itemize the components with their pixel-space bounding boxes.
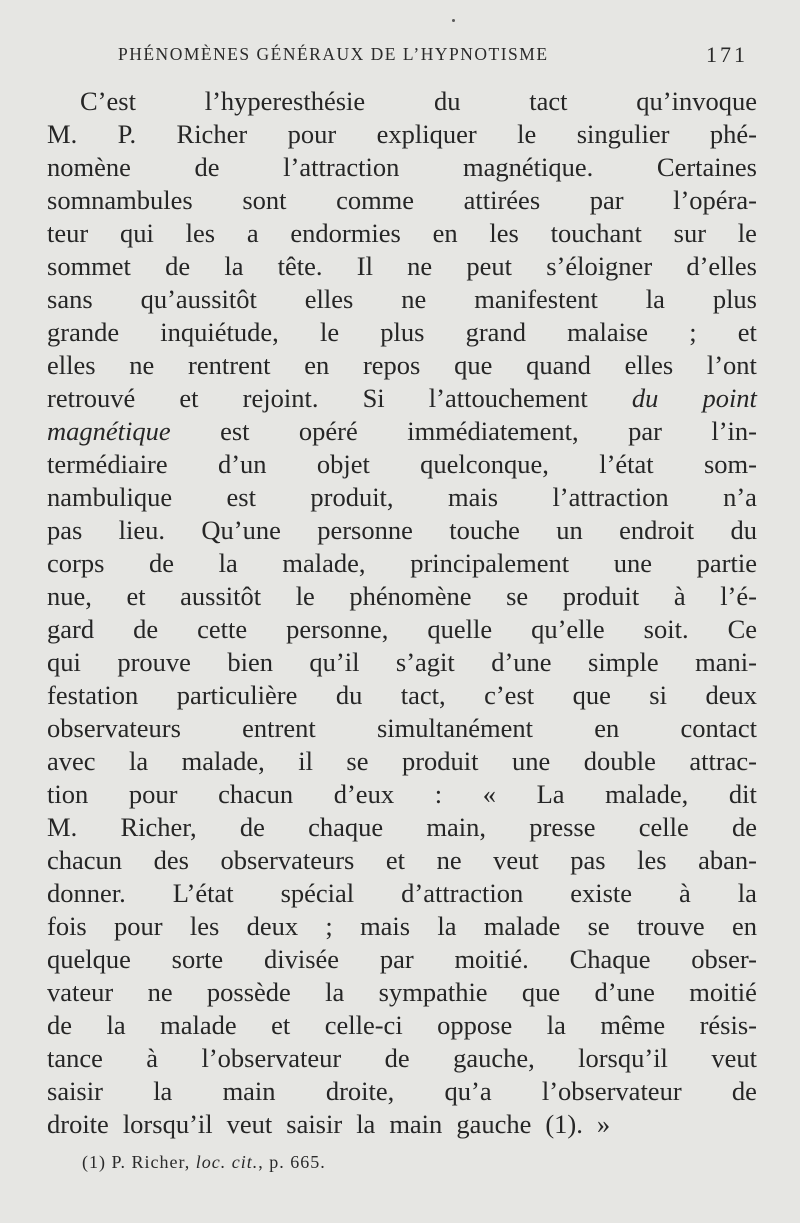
page-number: 171 [706, 42, 748, 67]
text-line: donner. L’état spécial d’attraction existe à la [47, 878, 757, 908]
text-line: saisir la main droite, qu’a l’observateur de [47, 1076, 757, 1106]
italic-term: du [631, 383, 659, 413]
text-line: somnambules sont comme attirées par l’opéra- [47, 185, 757, 215]
italic-term: magnétique [47, 416, 171, 446]
text-line: avec la malade, il se produit une double attrac- [47, 746, 757, 776]
text-line: termédiaire d’un objet quelconque, l’état som- [47, 449, 757, 479]
text-line: retrouvé et rejoint. Si l’attouchement du point [47, 383, 757, 413]
text-line: sommet de la tête. Il ne peut s’éloigner d’elles [47, 251, 757, 281]
text-line: nue, et aussitôt le phénomène se produit à l’é- [47, 581, 757, 611]
print-speck [452, 19, 455, 22]
text-line: nambulique est produit, mais l’attraction n’a [47, 482, 757, 512]
text-line: nomène de l’attraction magnétique. Certaines [47, 152, 757, 182]
text-line: magnétique est opéré immédiatement, par l’in- [47, 416, 757, 446]
text-line: tance à l’observateur de gauche, lorsqu’il veut [47, 1043, 757, 1073]
text-line: de la malade et celle-ci oppose la même résis- [47, 1010, 757, 1040]
text-line: gard de cette personne, quelle qu’elle soit. Ce [47, 614, 757, 644]
text-line: corps de la malade, principalement une partie [47, 548, 757, 578]
text-line: festation particulière du tact, c’est que si deux [47, 680, 757, 710]
text-line: sans qu’aussitôt elles ne manifestent la plus [47, 284, 757, 314]
italic-term: point [702, 383, 757, 413]
footnote-source: loc. cit. [195, 1152, 259, 1172]
text-line: C’est l’hyperesthésie du tact qu’invoque [80, 86, 757, 116]
body-text [47, 85, 757, 1141]
text-line: M. Richer, de chaque main, presse celle de [47, 812, 757, 842]
text-line: tion pour chacun d’eux : « La malade, dit [47, 779, 757, 809]
text-line: fois pour les deux ; mais la malade se trouve en [47, 911, 757, 941]
running-title: PHÉNOMÈNES GÉNÉRAUX DE L’HYPNOTISME [118, 44, 549, 64]
footnote-marker: (1) P. Richer, [82, 1152, 191, 1172]
text-line: observateurs entrent simultanément en contact [47, 713, 757, 743]
text-line: vateur ne possède la sympathie que d’une moitié [47, 977, 757, 1007]
text-line: droite lorsqu’il veut saisir la main gauche (1). » [47, 1109, 611, 1139]
text-line: qui prouve bien qu’il s’agit d’une simple mani- [47, 647, 757, 677]
text-line: chacun des observateurs et ne veut pas les aban- [47, 845, 757, 875]
text-line: pas lieu. Qu’une personne touche un endroit du [47, 515, 757, 545]
text-line: M. P. Richer pour expliquer le singulier phé- [47, 119, 757, 149]
footnote-page: , p. 665. [258, 1152, 326, 1172]
text-line: elles ne rentrent en repos que quand elles l’ont [47, 350, 757, 380]
text-line: teur qui les a endormies en les touchant sur le [47, 218, 757, 248]
text-line: grande inquiétude, le plus grand malaise ; et [47, 317, 757, 347]
page-header [118, 44, 748, 72]
footnote [82, 1152, 326, 1173]
text-line: quelque sorte divisée par moitié. Chaque obser- [47, 944, 757, 974]
